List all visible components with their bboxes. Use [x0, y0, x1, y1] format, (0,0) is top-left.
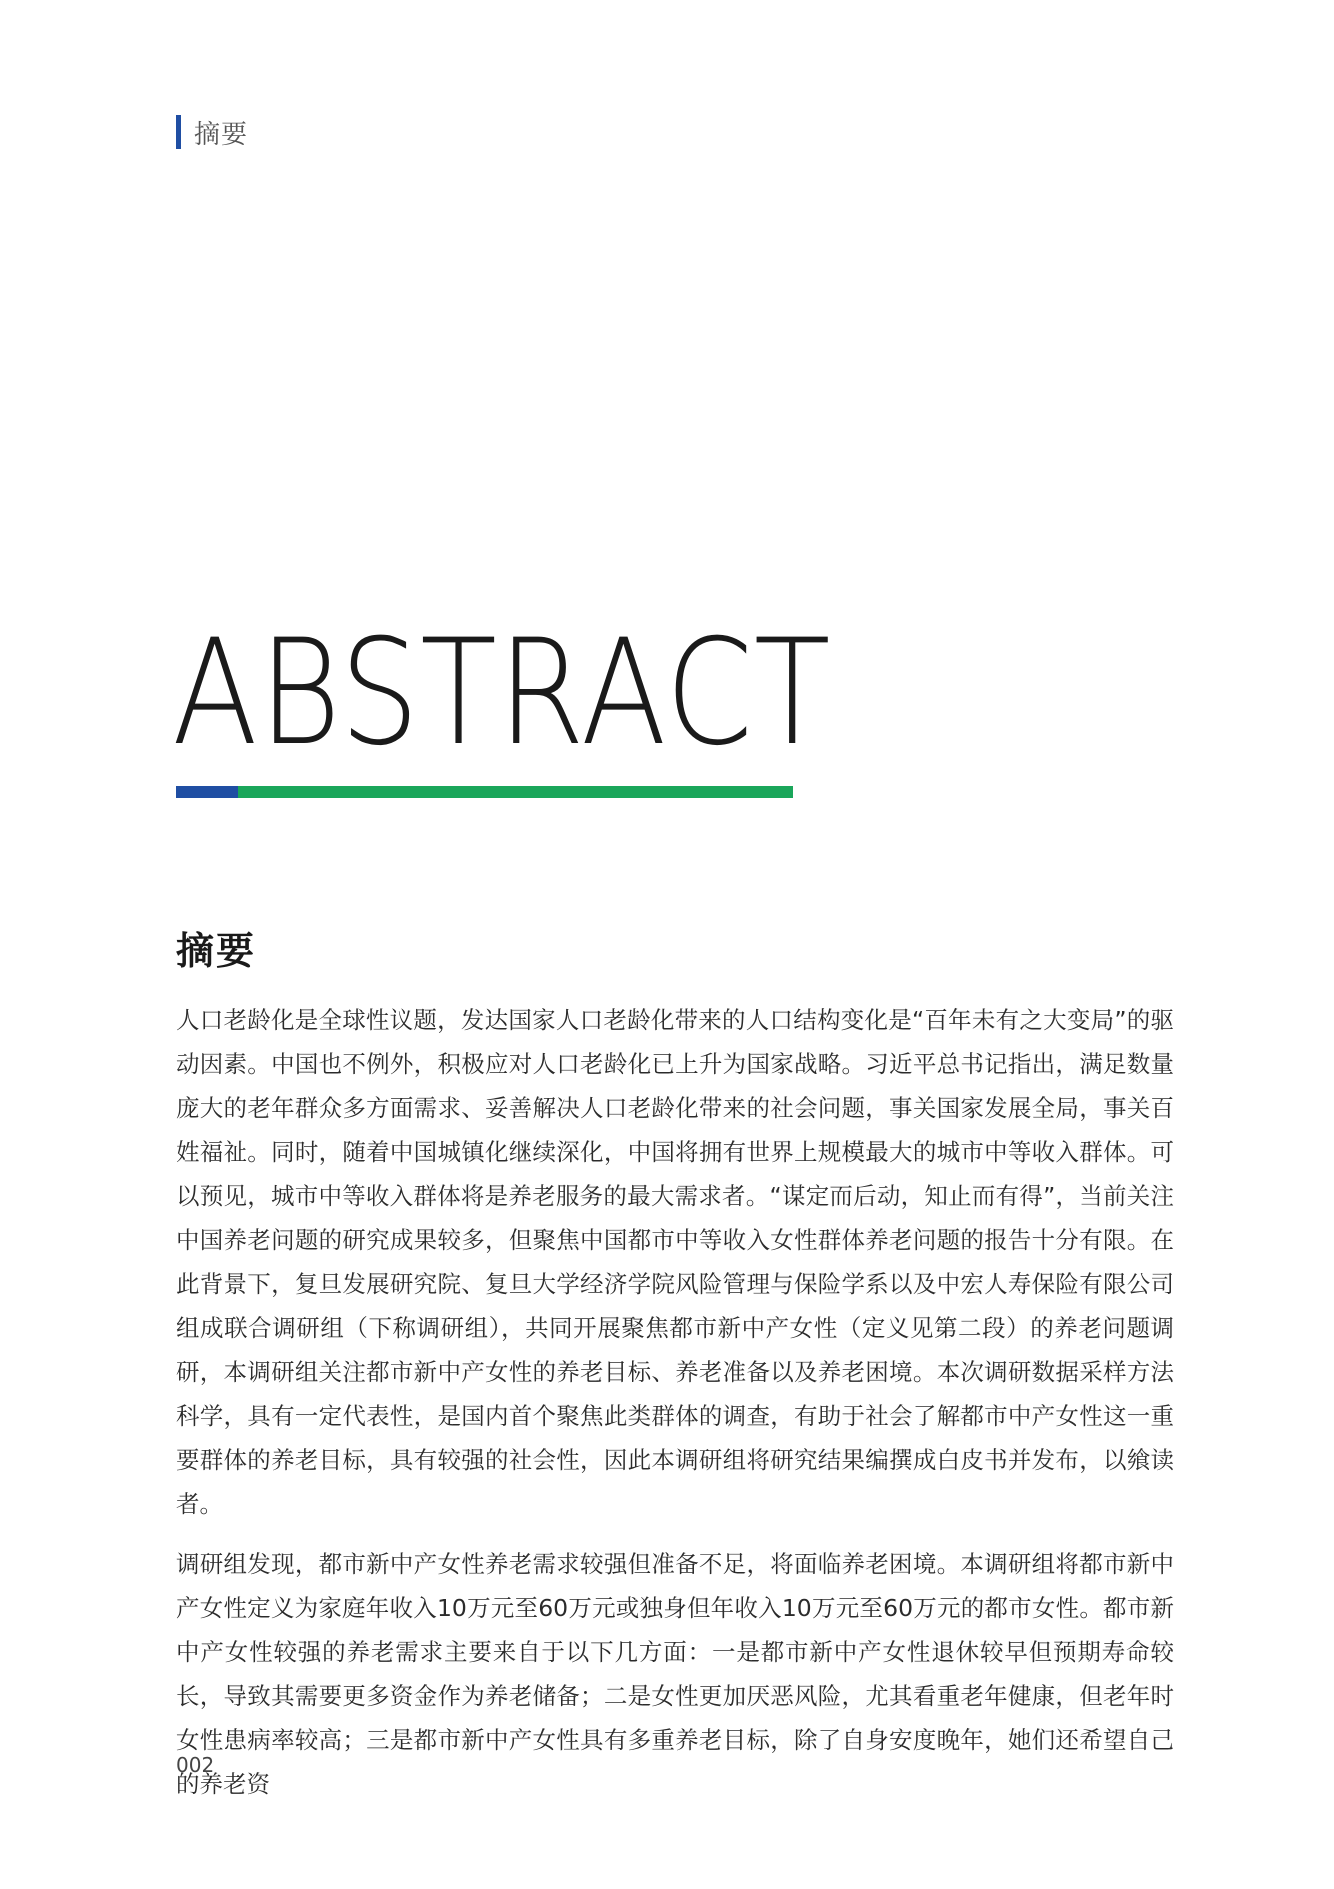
- underline-blue-segment: [176, 786, 238, 798]
- running-header-label: 摘要: [194, 119, 249, 150]
- paragraph-2: 调研组发现，都市新中产女性养老需求较强但准备不足，将面临养老困境。本调研组将都市新中产女性定义为家庭年收入10万元至60万元或独身但年收入10万元至60万元的都市女性。都市新中产女性较强的养老需求主要来自于以下几方面：一是都市新中产女性退休较早但预期寿命较长，导致其需要更多资金作为养老储备；二是女性更加厌恶风险，尤其看重老年健康，但老年时女性患病率较高；三是都市新中产女性具有多重养老目标，除了自身安度晚年，她们还希望自己的养老资: [176, 1550, 1174, 1798]
- header-accent-bar: [176, 115, 181, 149]
- abstract-title: ABSTRACT: [172, 608, 832, 778]
- section-heading: 摘要: [176, 929, 257, 973]
- body-text: [176, 998, 1174, 1822]
- underline-green-segment: [238, 786, 793, 798]
- title-underline: [176, 786, 793, 798]
- paragraph-1: 人口老龄化是全球性议题，发达国家人口老龄化带来的人口结构变化是“百年未有之大变局”的驱动因素。中国也不例外，积极应对人口老龄化已上升为国家战略。习近平总书记指出，满足数量庞大的老年群众多方面需求、妥善解决人口老龄化带来的社会问题，事关国家发展全局，事关百姓福祉。同时，随着中国城镇化继续深化，中国将拥有世界上规模最大的城市中等收入群体。可以预见，城市中等收入群体将是养老服务的最大需求者。“谋定而后动，知止而有得”，当前关注中国养老问题的研究成果较多，但聚焦中国都市中等收入女性群体养老问题的报告十分有限。在此背景下，复旦发展研究院、复旦大学经济学院风险管理与保险学系以及中宏人寿保险有限公司组成联合调研组（下称调研组），共同开展聚焦都市新中产女性（定义见第二段）的养老问题调研，本调研组关注都市新中产女性的养老目标、养老准备以及养老困境。本次调研数据采样方法科学，具有一定代表性，是国内首个聚焦此类群体的调查，有助于社会了解都市中产女性这一重要群体的养老目标，具有较强的社会性，因此本调研组将研究结果编撰成白皮书并发布，以飨读者。: [176, 1006, 1174, 1518]
- running-header: [176, 114, 248, 150]
- page-number: 002: [176, 1753, 215, 1777]
